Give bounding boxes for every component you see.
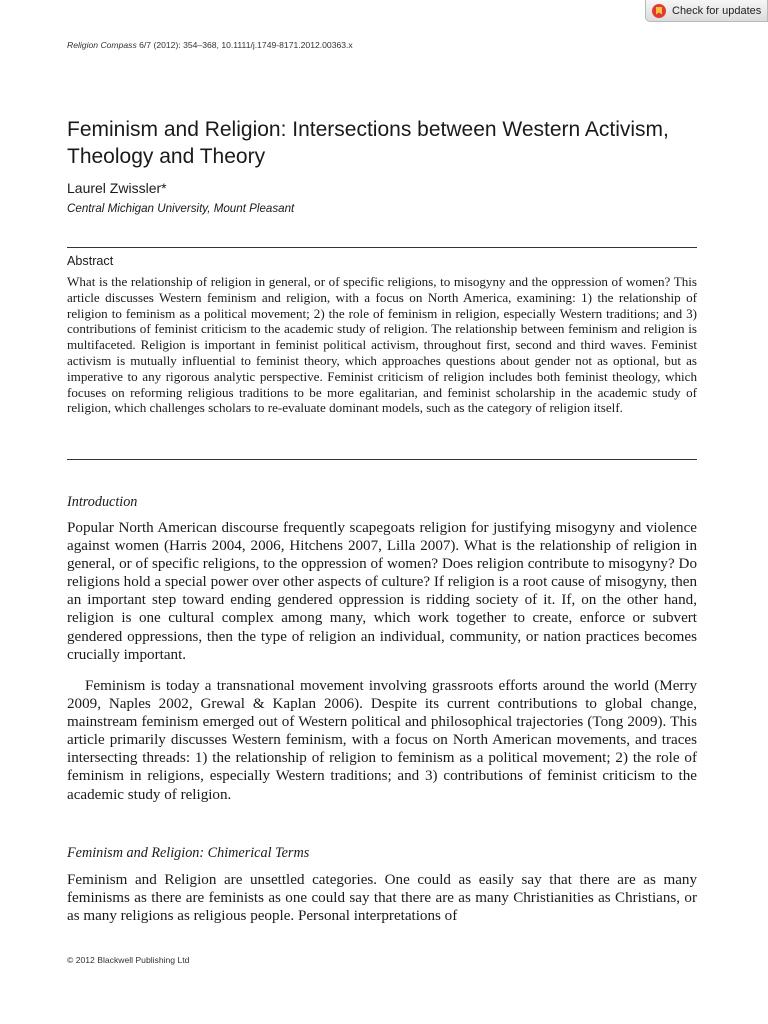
abstract-heading: Abstract bbox=[67, 254, 114, 268]
chimerical-terms-heading: Feminism and Religion: Chimerical Terms bbox=[67, 845, 310, 861]
introduction-heading: Introduction bbox=[67, 494, 138, 510]
introduction-paragraph-1: Popular North American discourse frequently scapegoats religion for justifying misogyny and violence against women (Harris 2004, 2006, Hitchens 2007, Lilla 2007). What is the relationship of religion in general, or of specific religions, to the oppression of women? Does religion contribute to misogyny? Do religions hold a special power over other aspects of culture? If religion is a root cause of misogyny, then an important step toward ending gendered oppression is ridding society of it. If, on the other hand, religion is one cultural complex among many, which work together to create, enforce or subvert gendered oppressions, then the type of religion an individual, community, or nation practices becomes crucially important. bbox=[67, 520, 697, 663]
abstract-text: What is the relationship of religion in general, or of specific religions, to misogyny and the oppression of women? This article discusses Western feminism and religion, with a focus on North America, examining: 1) the relationship of religion to feminism as a political movement; 2) the role of feminism in religion, especially Western traditions; and 3) contributions of feminist criticism to the academic study of religion. The relationship between feminism and religion is multifaceted. Religion is important in feminist political activism, throughout first, second and third waves. Feminist activism is mutually influential to feminist theory, which approaches questions about gender not as optional, but as imperative to any rigorous analytic perspective. Feminist criticism of religion includes both feminist theology, which focuses on reforming religious traditions to be more egalitarian, and feminist scholarship in the academic study of religion, which challenges scholars to re-evaluate dominant models, such as the category of religion itself. bbox=[67, 274, 697, 416]
crossmark-icon bbox=[652, 4, 666, 18]
journal-name: Religion Compass bbox=[67, 40, 137, 50]
check-for-updates-button[interactable] bbox=[645, 0, 768, 22]
chimerical-terms-paragraph-1: Feminism and Religion are unsettled categories. One could as easily say that there are as many feminisms as there are feminists as one could say that there are as many Christianities as Christians, or as many religions as religious people. Personal interpretations of bbox=[67, 872, 697, 925]
citation: 6/7 (2012): 354–368, 10.1111/j.1749-8171.2012.00363.x bbox=[136, 40, 353, 50]
introduction-paragraph-2: Feminism is today a transnational movement involving grassroots efforts around the world (Merry 2009, Naples 2002, Grewal & Kaplan 2006). Despite its current contributions to global change, mainstream feminism emerged out of Western political and philosophical trajectories (Tong 2009). This article primarily discusses Western feminism, with a focus on North American movements, and traces intersecting threads: 1) the relationship of religion to feminism as a political movement; 2) the role of feminism in religions, especially Western traditions; and 3) contributions of feminist criticism to the academic study of religion. bbox=[67, 678, 697, 803]
author-name: Laurel Zwissler* bbox=[67, 180, 167, 196]
abstract-bottom-rule bbox=[67, 459, 697, 460]
copyright-notice: © 2012 Blackwell Publishing Ltd bbox=[67, 955, 190, 965]
article-title: Feminism and Religion: Intersections between Western Activism, Theology and Theory bbox=[67, 118, 669, 168]
running-head bbox=[67, 40, 353, 50]
abstract-top-rule bbox=[67, 247, 697, 248]
check-for-updates-label: Check for updates bbox=[672, 4, 762, 17]
author-affiliation: Central Michigan University, Mount Pleasant bbox=[67, 202, 295, 215]
